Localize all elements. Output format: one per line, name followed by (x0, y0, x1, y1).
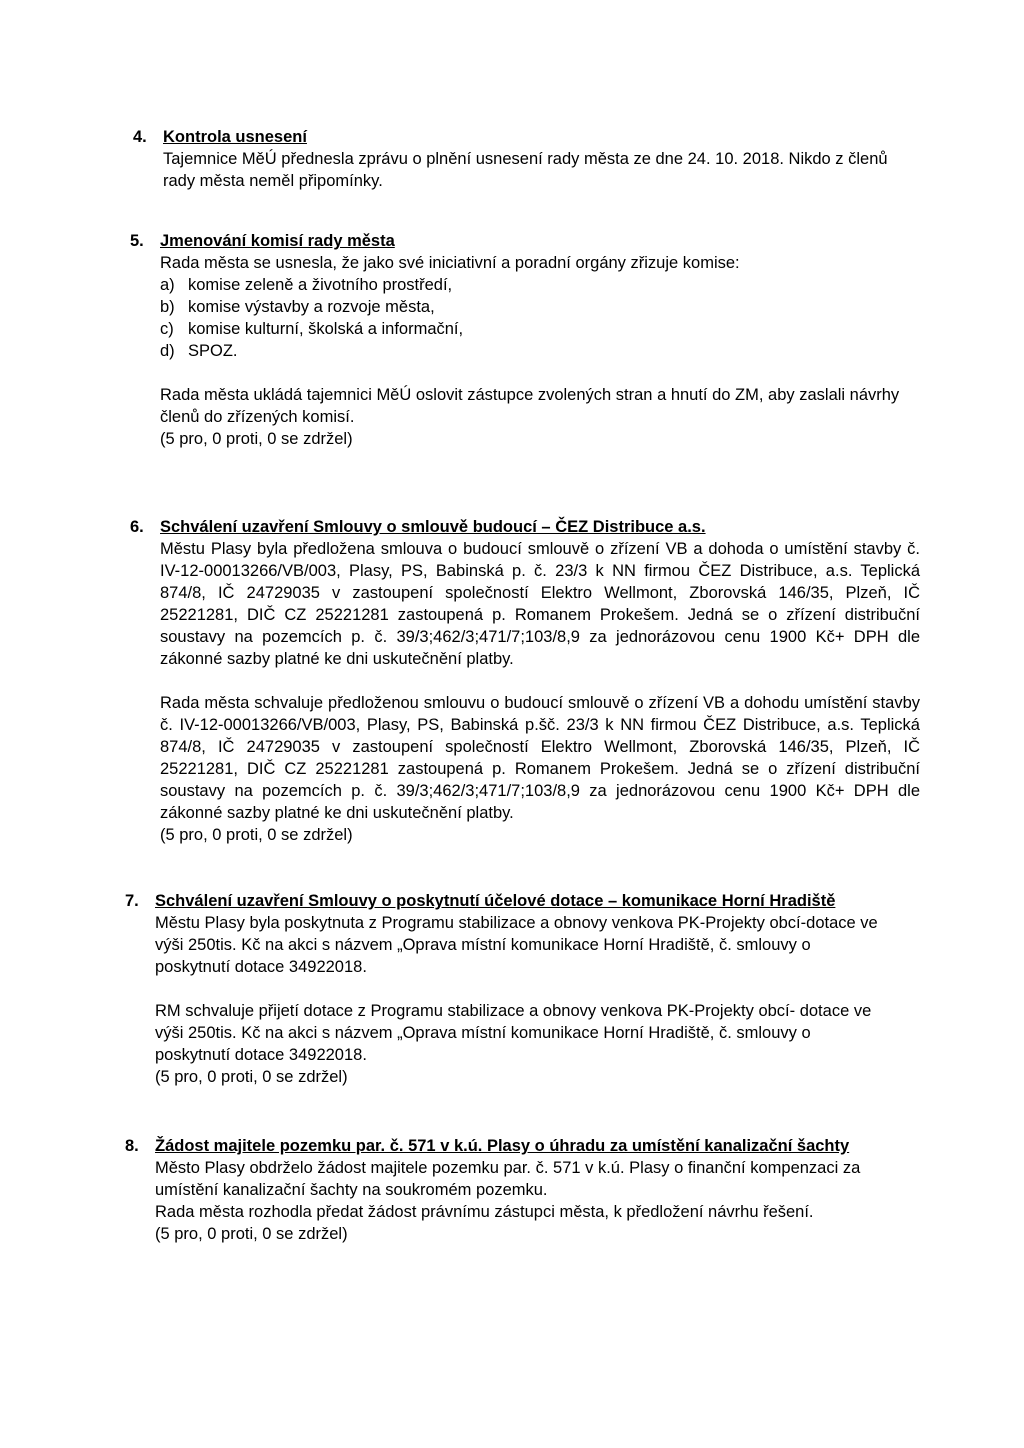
spacer (160, 670, 920, 692)
list-label: c) (160, 320, 174, 338)
list-text: SPOZ. (188, 342, 238, 360)
list-label: d) (160, 342, 175, 360)
list-text: komise výstavby a rozvoje města, (188, 298, 435, 316)
list-item (160, 274, 920, 296)
section-number: 4. (133, 128, 147, 146)
list-text: komise kulturní, školská a informační, (188, 320, 464, 338)
list-label: b) (160, 298, 175, 316)
section-title: Schválení uzavření Smlouvy o smlouvě budoucí – ČEZ Distribuce a.s. (160, 518, 706, 536)
spacer (160, 362, 920, 384)
vote-result: (5 pro, 0 proti, 0 se zdržel) (160, 826, 353, 844)
paragraph: Rada města rozhodla předat žádost právnímu zástupci města, k předložení návrhu řešení. (155, 1203, 814, 1221)
section-number: 6. (130, 518, 144, 536)
list-item (160, 340, 920, 362)
section-number: 5. (130, 232, 144, 250)
section-7 (125, 890, 880, 1088)
list-text: komise zeleně a životního prostředí, (188, 276, 453, 294)
vote-result: (5 pro, 0 proti, 0 se zdržel) (160, 430, 353, 448)
vote-result: (5 pro, 0 proti, 0 se zdržel) (155, 1225, 348, 1243)
section-5 (130, 230, 920, 450)
section-4 (133, 126, 923, 192)
paragraph: RM schvaluje přijetí dotace z Programu stabilizace a obnovy venkova PK-Projekty obcí- dotace ve výši 250tis. Kč na akci s názvem „Oprava místní komunikace Horní Hradiště, č. smlouvy o poskytnutí dotace 34922018. (155, 1002, 872, 1064)
paragraph: Město Plasy obdrželo žádost majitele pozemku par. č. 571 v k.ú. Plasy o finanční kompenzaci za umístění kanalizační šachty na soukromém pozemku. (155, 1159, 861, 1199)
paragraph: Rada města se usnesla, že jako své iniciativní a poradní orgány zřizuje komise: (160, 254, 740, 272)
section-number: 8. (125, 1137, 139, 1155)
list-item (160, 296, 920, 318)
vote-result: (5 pro, 0 proti, 0 se zdržel) (155, 1068, 348, 1086)
spacer (155, 978, 880, 1000)
section-number: 7. (125, 892, 139, 910)
paragraph: Tajemnice MěÚ přednesla zprávu o plnění usnesení rady města ze dne 24. 10. 2018. Nikdo z členů rady města neměl připomínky. (163, 150, 888, 190)
section-title: Žádost majitele pozemku par. č. 571 v k.ú. Plasy o úhradu za umístění kanalizační šachty (155, 1137, 850, 1155)
list-item (160, 318, 920, 340)
section-8 (125, 1135, 880, 1245)
paragraph: Městu Plasy byla předložena smlouva o budoucí smlouvě o zřízení VB a dohoda o umístění stavby č. IV-12-00013266/VB/003, Plasy, PS, Babinská p. č. 23/3 k NN firmou ČEZ Distribuce, a.s. Teplická 874/8, IČ 24729035 v zastoupení společností Elektro Wellmont, Zborovská 146/35, Plzeň, IČ 25221281, DIČ CZ 25221281 zastoupená p. Romanem Prokešem. Jedná se o zřízení distribuční soustavy na pozemcích p. č. 39/3;462/3;471/7;103/8,9 za jednorázovou cenu 1900 Kč+ DPH dle zákonné sazby platné ke dni uskutečnění platby. (160, 540, 920, 668)
paragraph: Rada města ukládá tajemnici MěÚ oslovit zástupce zvolených stran a hnutí do ZM, aby zaslali návrhy členů do zřízených komisí. (160, 386, 900, 426)
list-label: a) (160, 276, 175, 294)
section-title: Jmenování komisí rady města (160, 232, 395, 250)
section-title: Kontrola usnesení (163, 128, 307, 146)
section-title: Schválení uzavření Smlouvy o poskytnutí účelové dotace – komunikace Horní Hradiště (155, 892, 836, 910)
section-6 (130, 516, 920, 846)
paragraph: Městu Plasy byla poskytnuta z Programu stabilizace a obnovy venkova PK-Projekty obcí-dotace ve výši 250tis. Kč na akci s názvem „Oprava místní komunikace Horní Hradiště, č. smlouvy o poskytnutí dotace 34922018. (155, 914, 878, 976)
paragraph: Rada města schvaluje předloženou smlouvu o budoucí smlouvě o zřízení VB a dohodu umístění stavby č. IV-12-00013266/VB/003, Plasy, PS, Babinská p.šč. 23/3 k NN firmou ČEZ Distribuce, a.s. Teplická 874/8, IČ 24729035 v zastoupení společností Elektro Wellmont, Zborovská 146/35, Plzeň, IČ 25221281, DIČ CZ 25221281 zastoupená p. Romanem Prokešem. Jedná se o zřízení distribuční soustavy na pozemcích p. č. 39/3;462/3;471/7;103/8,9 za jednorázovou cenu 1900 Kč+ DPH dle zákonné sazby platné ke dni uskutečnění platby. (160, 694, 920, 822)
